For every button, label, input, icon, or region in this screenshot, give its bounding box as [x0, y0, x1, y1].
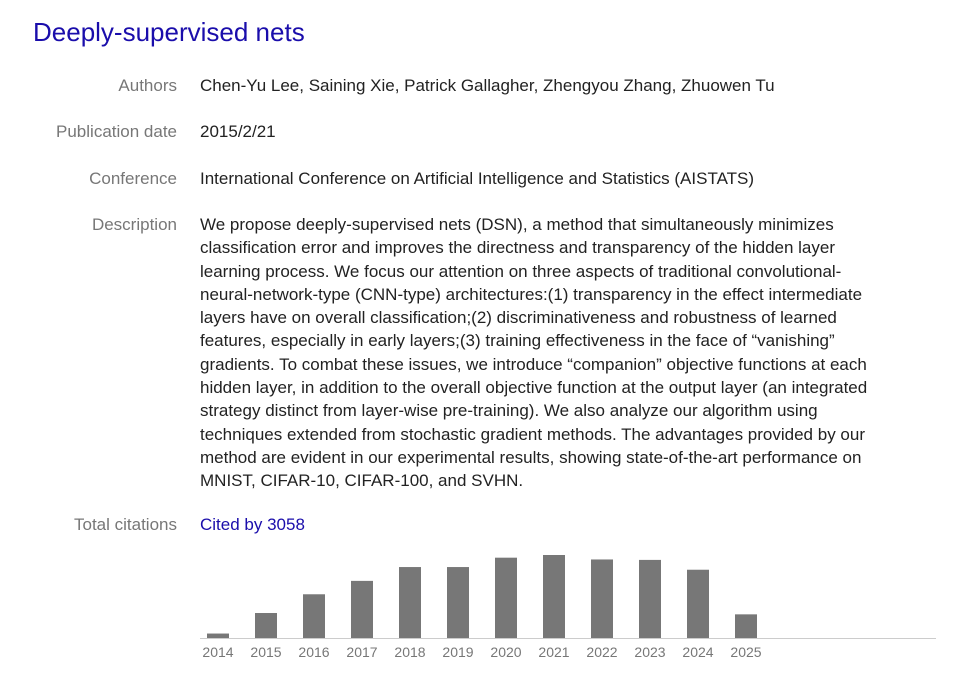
citation-bar-2021[interactable]	[543, 555, 565, 638]
year-tick-label: 2018	[394, 644, 426, 660]
authors-value: Chen-Yu Lee, Saining Xie, Patrick Gallagher, Zhengyou Zhang, Zhuowen Tu	[200, 76, 775, 95]
year-tick-label: 2014	[202, 644, 234, 660]
year-tick-label: 2023	[634, 644, 666, 660]
publication-date-label: Publication date	[56, 122, 177, 141]
description-line: learning process. We focus our attention on three aspects of traditional convolutional-	[200, 261, 842, 281]
conference-label: Conference	[89, 169, 177, 188]
conference-value: International Conference on Artificial Intelligence and Statistics (AISTATS)	[200, 169, 755, 188]
year-tick-label: 2016	[298, 644, 330, 660]
year-tick-label: 2025	[730, 644, 762, 660]
description-line: We propose deeply-supervised nets (DSN), a method that simultaneously minimizes	[200, 215, 834, 234]
description-line: techniques extended from stochastic gradient methods. The advantages provided by our	[200, 424, 865, 444]
citation-bar-2019[interactable]	[447, 567, 469, 638]
cited-by-link[interactable]: Cited by 3058	[200, 515, 305, 534]
year-tick-label: 2017	[346, 644, 378, 660]
citation-bar-2022[interactable]	[591, 559, 613, 638]
description-line: layers have on overall classification;(2) discriminativeness and robustness of learned	[200, 308, 837, 328]
year-tick-label: 2019	[442, 644, 474, 660]
year-tick-label: 2022	[586, 644, 618, 660]
year-tick-label: 2021	[538, 644, 570, 660]
citation-bar-2024[interactable]	[687, 570, 709, 638]
description-line: classification error and improves the directness and transparency of the hidden layer	[200, 238, 836, 258]
description-line: strategy distinct from layer-wise pre-training). We also analyze our algorithm using	[200, 401, 818, 421]
citation-bar-2020[interactable]	[495, 558, 517, 638]
description-line: hidden layer, in addition to the overall objective function at the output layer (an integrated	[200, 378, 868, 398]
description-line: MNIST, CIFAR-10, CIFAR-100, and SVHN.	[200, 471, 524, 491]
description-line: neural-network-type (CNN-type) architectures:(1) transparency in the effect intermediate	[200, 284, 863, 304]
citation-bar-2018[interactable]	[399, 567, 421, 638]
citation-bar-2023[interactable]	[639, 560, 661, 638]
year-tick-label: 2024	[682, 644, 714, 660]
citation-bar-2017[interactable]	[351, 581, 373, 638]
citation-bar-2025[interactable]	[735, 614, 757, 638]
description-line: method are evident in our experimental results, showing state-of-the-art performance on	[200, 447, 862, 467]
description-text	[200, 213, 940, 493]
year-tick-label: 2020	[490, 644, 522, 660]
total-citations-value	[200, 513, 305, 537]
citation-bar-2014[interactable]	[207, 634, 229, 638]
total-citations-label: Total citations	[74, 515, 177, 534]
publication-date-value: 2015/2/21	[200, 122, 276, 141]
description-line: gradients. To combat these issues, we introduce “companion” objective functions at each	[200, 354, 867, 374]
description-line: features, especially in early layers;(3) training effectiveness in the face of “vanishing”	[200, 331, 835, 351]
description-label: Description	[91, 215, 177, 234]
paper-title[interactable]: Deeply-supervised nets	[33, 17, 305, 47]
authors-label: Authors	[118, 76, 177, 95]
citation-bar-2016[interactable]	[303, 594, 325, 638]
citation-bar-2015[interactable]	[255, 613, 277, 638]
citations-chart	[0, 540, 960, 665]
year-tick-label: 2015	[250, 644, 282, 660]
